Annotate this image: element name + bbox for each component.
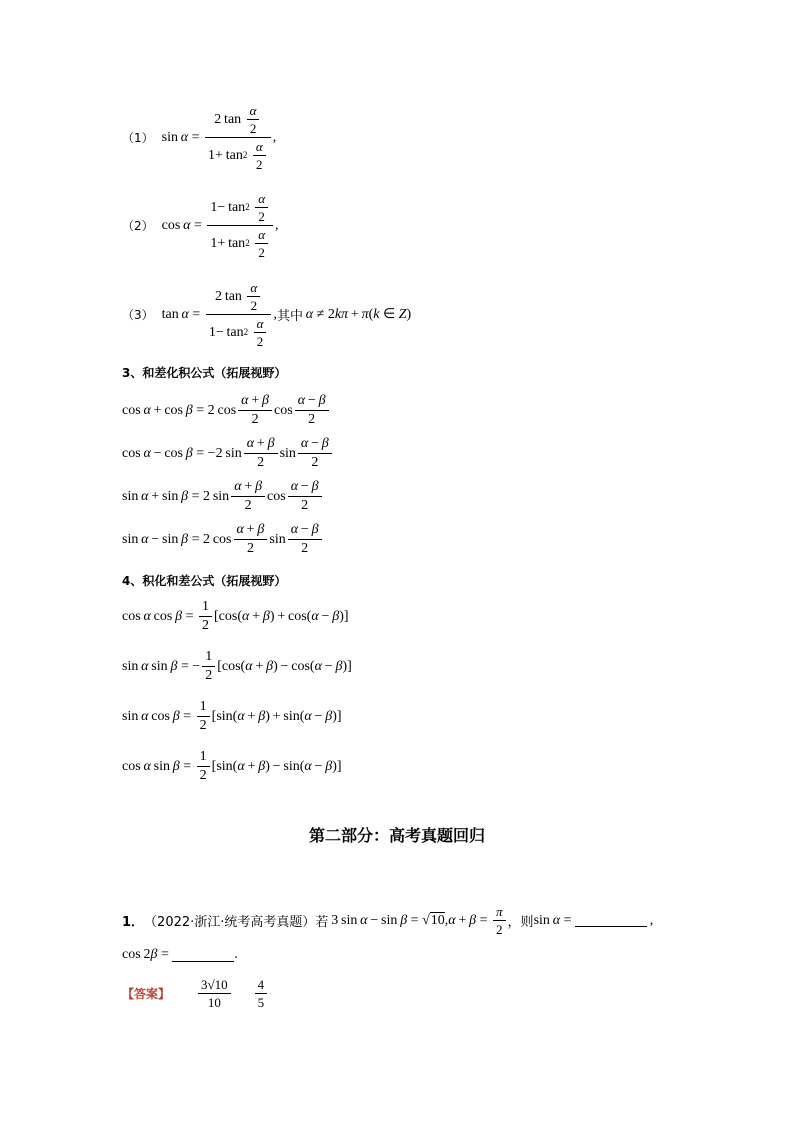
answer-blank-2[interactable] [172, 949, 234, 962]
formula-index: （1） [122, 131, 154, 145]
part-two-title: 第二部分：高考真题回归 [308, 826, 485, 845]
formula-cos-half-angle: （2） cos α = 1− tan 2 $\frac{\alpha}{2}$ 1+ tan 2 $\frac{\alpha}{2}$ , [122, 191, 279, 260]
answer-value-1 [198, 978, 231, 1009]
formula-sin-half-angle: （1） sin α = 2 tan $\frac{\alpha}{2}$ 1+ tan 2 $\frac{\alpha}{2}$ , [122, 103, 277, 172]
answer-blank-1[interactable] [575, 914, 647, 927]
formula-cos-plus-cos: cos α + cos β = 2 cos α + β 2 cos α − β 2 [122, 394, 331, 427]
answer-row [122, 978, 269, 1009]
condition-label: 其中 [276, 309, 303, 324]
answer-1-numerator: 3√10 [201, 977, 228, 992]
formula-sin-plus-sin: sin α + sin β = 2 sin α + β 2 cos α − β 2 [122, 480, 324, 513]
question-text-then: ，则 [507, 915, 534, 930]
formula-sin-sin: sin α sin β = − $\frac{1}{2}$ [cos(α + β) − cos(α − β)] [122, 649, 352, 683]
question-1: 1． （2022·浙江·统考高考真题） 若 3 sin α − sin β = √10,α + β = $\frac{\pi}{2}$ ，则 sin α = , [122, 904, 654, 937]
answer-label: 【答案】 [122, 987, 171, 1001]
formula-index: （2） [122, 219, 154, 233]
formula-sin-minus-sin: sin α − sin β = 2 cos α + β 2 sin α − β 2 [122, 523, 324, 556]
formula-cos-minus-cos: cos α − cos β = −2 sin α + β 2 sin α − β 2 [122, 437, 334, 470]
answer-value-2 [255, 978, 268, 1009]
formula-cos-cos: cos α cos β = $\frac{1}{2}$ [cos(α + β) + cos(α − β)] [122, 599, 349, 633]
formula-index: （3） [122, 308, 154, 322]
formula-sin-cos: sin α cos β = $\frac{1}{2}$ [sin(α + β) + sin(α − β)] [122, 699, 342, 733]
question-text-if: 若 [315, 915, 329, 930]
answer-1-denominator: 10 [207, 995, 221, 1010]
formula-cos-sin: cos α sin β = $\frac{1}{2}$ [sin(α + β) − sin(α − β)] [122, 749, 342, 783]
answer-2-denominator: 5 [257, 995, 265, 1010]
formula-tan-half-angle: （3） tan α = 2 tan $\frac{\alpha}{2}$ 1− tan 2 $\frac{\alpha}{2}$ , 其中 α ≠ 2kπ + π(k ∈ Z) [122, 280, 412, 349]
question-number: 1． [122, 915, 145, 930]
section-heading-sum-to-product: 3、和差化积公式（拓展视野） [122, 366, 287, 380]
question-source: （2022·浙江·统考高考真题） [144, 915, 316, 930]
answer-2-numerator: 4 [257, 977, 265, 992]
section-heading-product-to-sum: 4、积化和差公式（拓展视野） [122, 574, 287, 588]
question-1-line-2: cos 2β = . [122, 947, 238, 962]
